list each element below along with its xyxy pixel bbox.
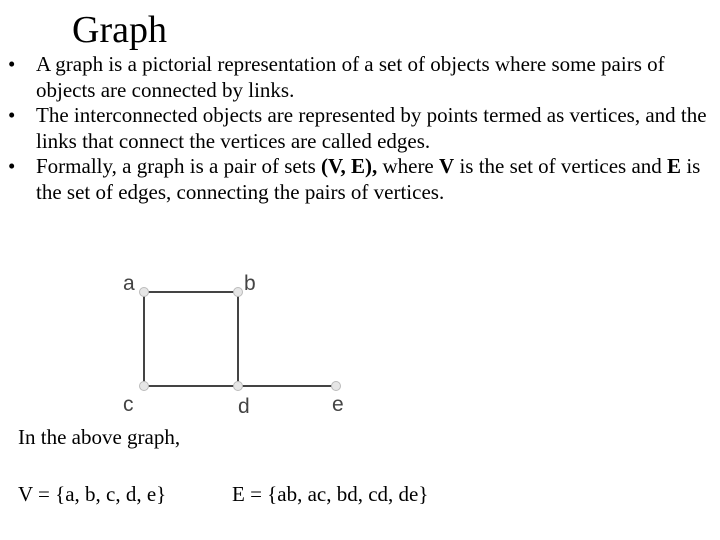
vertex-e bbox=[332, 382, 341, 391]
bullet-text-definition: A graph is a pictorial representation of a set of objects where some pairs of objects are connected by links. bbox=[36, 52, 665, 102]
bullet-text-vertices-edges: The interconnected objects are represented by points termed as vertices, and the links that connect the vertices are called edges. bbox=[36, 103, 707, 153]
vertex-label-e: e bbox=[332, 393, 344, 416]
formal-text-part-2: where bbox=[377, 154, 440, 178]
formal-pair-ve: (V, E), bbox=[321, 154, 378, 178]
vertex-c bbox=[140, 382, 149, 391]
formal-text-part-1: Formally, a graph is a pair of sets bbox=[36, 154, 321, 178]
slide-title: Graph bbox=[72, 9, 167, 51]
vertex-set: V = {a, b, c, d, e} bbox=[18, 482, 167, 506]
formal-symbol-v: V bbox=[439, 154, 455, 178]
edge-set: E = {ab, ac, bd, cd, de} bbox=[232, 482, 429, 506]
graph-labels bbox=[123, 272, 344, 418]
graph-caption: In the above graph, bbox=[18, 425, 181, 449]
formal-text-part-4: is the set of edges, connecting the pairs of vertices. bbox=[36, 154, 701, 204]
vertex-b bbox=[234, 288, 243, 297]
vertex-a bbox=[140, 288, 149, 297]
graph-vertices bbox=[140, 288, 341, 391]
vertex-label-d: d bbox=[238, 395, 250, 418]
graph-edges bbox=[144, 292, 336, 386]
formal-symbol-e: E bbox=[667, 154, 682, 178]
vertex-label-b: b bbox=[244, 272, 256, 295]
vertex-label-a: a bbox=[123, 272, 135, 295]
formal-text-part-3: is the set of vertices and bbox=[454, 154, 668, 178]
vertex-label-c: c bbox=[123, 393, 134, 416]
vertex-d bbox=[234, 382, 243, 391]
